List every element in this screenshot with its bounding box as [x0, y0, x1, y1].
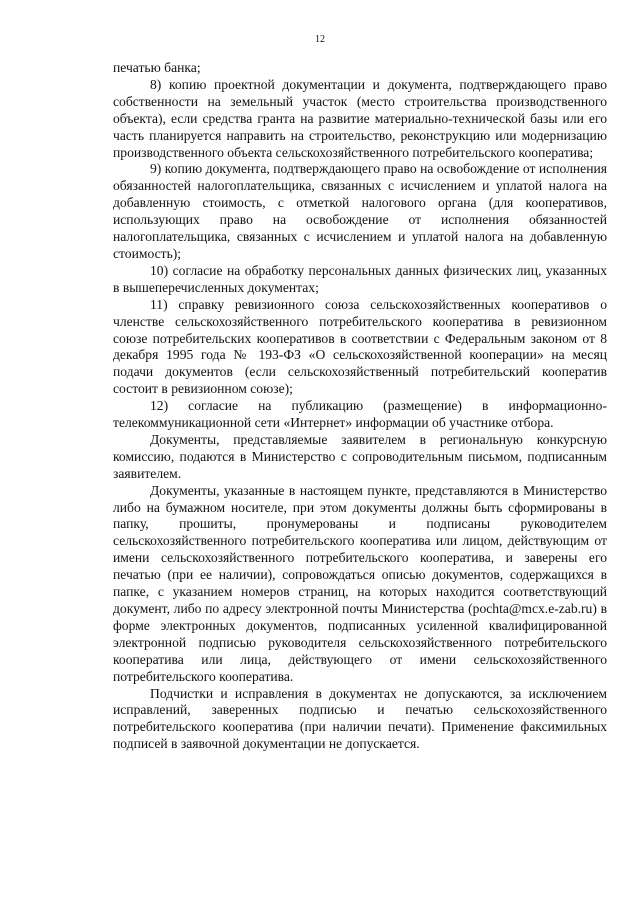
paragraph-item-8: 8) копию проектной документации и документа, подтверждающего право собственности на земельный участок (место строительства производственного объекта), если средства гранта на развитие материально-технической базы или его часть планируется направить на строительство, реконструкцию или модернизацию производственного объекта сельскохозяйственного потребительского кооператива; [113, 76, 607, 160]
paragraph-item-9: 9) копию документа, подтверждающего право на освобождение от исполнения обязанностей налогоплательщика, связанных с исчислением и уплатой налога на добавленную стоимость, с отметкой налогового органа (для кооперативов, использующих право на освобождение от исполнения обязанностей налогоплательщика, связанных с исчислением и уплатой налога на добавленную стоимость); [113, 161, 607, 261]
paragraph-item-10: 10) согласие на обработку персональных данных физических лиц, указанных в вышеперечисленных документах; [113, 262, 607, 295]
document-body [113, 60, 607, 753]
paragraph-corrections: Подчистки и исправления в документах не допускаются, за исключением исправлений, заверенных подписью и печатью сельскохозяйственного потребительского кооператива (при наличии печати). Применение факсимильных подписей в заявочной документации не допускается. [113, 685, 607, 752]
page-number: 12 [315, 34, 325, 45]
paragraph-continuation: печатью банка; [113, 60, 201, 75]
paragraph-document-format: Документы, указанные в настоящем пункте, представляются в Министерство либо на бумажном носителе, при этом документы должны быть сформированы в папку, прошиты, пронумерованы и подписаны руководителем сельскохозяйственного потребительского кооператива или лицом, действующим от имени сельскохозяйственного потребительского кооператива, и заверены его печатью (при ее наличии), сопровождаться описью документов, содержащихся в папке, с указанием номеров страниц, на которых находится соответствующий документ, либо по адресу электронной почты Министерства (pochta@mcx.e-zab.ru) в форме электронных документов, подписанных усиленной квалифицированной электронной подписью руководителя сельскохозяйственного потребительского кооператива или лица, действующего от имени сельскохозяйственного потребительского кооператива. [113, 482, 607, 684]
paragraph-item-12: 12) согласие на публикацию (размещение) в информационно-телекоммуникационной сети «Интернет» информации об участнике отбора. [113, 398, 607, 431]
paragraph-submission: Документы, представляемые заявителем в региональную конкурсную комиссию, подаются в Министерство с сопроводительным письмом, подписанным заявителем. [113, 431, 607, 481]
paragraph-item-11: 11) справку ревизионного союза сельскохозяйственных кооперативов о членстве сельскохозяйственного потребительского кооператива в ревизионном союзе потребительских кооперативов в соответствии с Федеральным законом от 8 декабря 1995 года № 193-ФЗ «О сельскохозяйственной кооперации» на месяц подачи документов (если сельскохозяйственный потребительский кооператив состоит в ревизионном союзе); [113, 296, 607, 397]
